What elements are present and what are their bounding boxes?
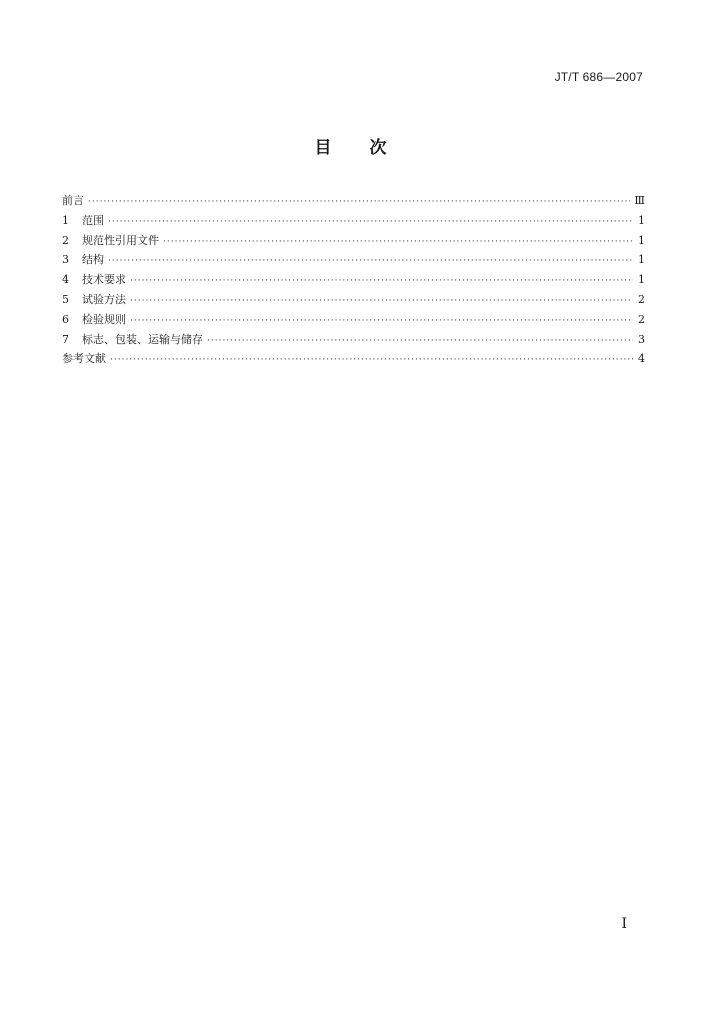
toc-entry-bibliography[interactable] <box>62 349 645 369</box>
toc-entry-inspection-rules[interactable] <box>62 310 645 330</box>
toc-entry-number: 2 <box>62 233 69 247</box>
toc-leader-dots <box>88 193 630 213</box>
standard-code: JT/T 686—2007 <box>554 70 643 84</box>
toc-leader-dots <box>130 292 633 312</box>
toc-entry-label: 检验规则 <box>82 312 126 326</box>
toc-title-char-2: 次 <box>369 138 387 158</box>
toc-entry-number: 3 <box>62 253 69 267</box>
toc-entry-test-methods[interactable] <box>62 290 645 310</box>
toc-entry-number: 6 <box>62 312 69 326</box>
toc-entry-number: 7 <box>62 332 69 346</box>
toc-entry-page: 1 <box>638 233 645 247</box>
toc-entry-page: 2 <box>638 312 645 326</box>
toc-entry-page: 4 <box>638 352 645 366</box>
toc-entry-label: 规范性引用文件 <box>82 233 159 247</box>
toc-entry-page: 1 <box>638 213 645 227</box>
toc-entry-normative-references[interactable] <box>62 231 645 251</box>
page-number: Ⅰ <box>621 916 627 932</box>
toc-entry-page: Ⅲ <box>634 194 645 207</box>
toc-entry-page: 2 <box>638 292 645 306</box>
table-of-contents <box>62 191 645 369</box>
toc-entry-page: 3 <box>638 332 645 346</box>
toc-entry-label: 范围 <box>82 213 104 227</box>
toc-entry-label: 前言 <box>62 194 84 207</box>
toc-leader-dots <box>108 252 633 272</box>
toc-entry-number: 4 <box>62 273 69 287</box>
toc-entry-technical-requirements[interactable] <box>62 270 645 290</box>
toc-leader-dots <box>130 272 633 292</box>
toc-title <box>0 133 701 158</box>
toc-leader-dots <box>108 213 633 233</box>
toc-entry-label: 参考文献 <box>62 352 106 366</box>
toc-leader-dots <box>110 351 633 371</box>
toc-entry-marking-packaging[interactable] <box>62 330 645 350</box>
toc-entry-page: 1 <box>638 253 645 267</box>
toc-entry-number: 1 <box>62 213 69 227</box>
toc-entry-scope[interactable] <box>62 211 645 231</box>
toc-entry-label: 结构 <box>82 253 104 267</box>
toc-entry-number: 5 <box>62 292 69 306</box>
toc-entry-page: 1 <box>638 273 645 287</box>
toc-entry-label: 标志、包装、运输与储存 <box>82 332 203 346</box>
toc-entry-foreword[interactable] <box>62 191 645 211</box>
toc-entry-label: 试验方法 <box>82 292 126 306</box>
toc-leader-dots <box>163 233 633 253</box>
toc-entry-structure[interactable] <box>62 250 645 270</box>
toc-leader-dots <box>207 332 633 352</box>
toc-entry-label: 技术要求 <box>82 273 126 287</box>
toc-title-char-1: 目 <box>314 138 332 158</box>
